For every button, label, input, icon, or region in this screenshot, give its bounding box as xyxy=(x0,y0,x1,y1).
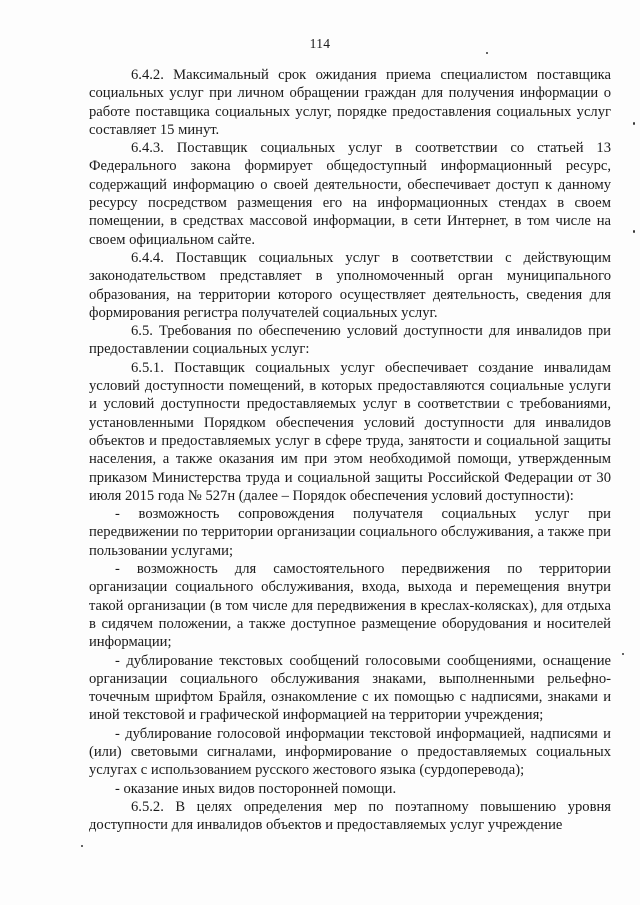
scan-speck xyxy=(81,845,83,847)
document-body xyxy=(89,66,611,834)
list-item-voice-duplication: - дублирование голосовой информации текстовой информацией, надписями и (или) световыми сигналами, информирование о предоставляемых социальных услугах с использованием русского жестового языка (сурдоперевода); xyxy=(89,725,611,779)
paragraph-6-4-3: 6.4.3. Поставщик социальных услуг в соответствии со статьей 13 Федерального закона формирует общедоступный информационный ресурс, содержащий информацию о своей деятельности, обеспечивает доступ к данному ресурсу посредством размещения его на информационных стендах в своем помещении, в средствах массовой информации, в сети Интернет, в том числе на своем официальном сайте. xyxy=(89,140,611,248)
paragraph-6-5-2: 6.5.2. В целях определения мер по поэтапному повышению уровня доступности для инвалидов объектов и предоставляемых услуг учреждение xyxy=(89,798,611,834)
list-item-escort: - возможность сопровождения получателя социальных услуг при передвижении по территории организации социального обслуживания, а также при пользовании услугами; xyxy=(89,506,611,559)
paragraph-6-5: 6.5. Требования по обеспечению условий доступности для инвалидов при предоставлении социальных услуг: xyxy=(89,323,611,358)
list-item-other-assistance: - оказание иных видов посторонней помощи. xyxy=(115,780,397,797)
list-item-text-duplication: - дублирование текстовых сообщений голосовыми сообщениями, оснащение организации социального обслуживания знаками, выполненными рельефно-точечным шрифтом Брайля, ознакомление с их помощью с надписями, знаками и иной текстовой и графической информацией на территории учреждения; xyxy=(89,652,611,724)
list-item-self-movement: - возможность для самостоятельного передвижения по территории организации социального обслуживания, входа, выхода и перемещения внутри такой организации (в том числе для передвижения в креслах-колясках), для отдыха в сидячем положении, а также доступное размещение оборудования и носителей информации; xyxy=(89,561,611,651)
paragraph-6-4-4: 6.4.4. Поставщик социальных услуг в соответствии с действующим законодательством представляет в уполномоченный орган муниципального образования, на территории которого осуществляет деятельность, сведения для формирования регистра получателей социальных услуг. xyxy=(89,249,611,321)
scan-speck xyxy=(486,52,488,54)
scan-speck xyxy=(622,653,624,655)
paragraph-6-4-2: 6.4.2. Максимальный срок ожидания приема специалистом поставщика социальных услуг при личном обращении граждан для получения информации о работе поставщика социальных услуг, порядке предоставления социальных услуг составляет 15 минут. xyxy=(89,67,611,138)
paragraph-6-5-1: 6.5.1. Поставщик социальных услуг обеспечивает создание инвалидам условий доступности помещений, в которых предоставляются социальные услуги и условий доступности предоставляемых услуг в соответствии с требованиями, установленными Порядком обеспечения условий доступности для инвалидов объектов и предоставляемых услуг в сфере труда, занятости и социальной защиты населения, а также оказания им при этом необходимой помощи, утвержденным приказом Министерства труда и социальной защиты Российской Федерации от 30 июля 2015 года № 527н (далее – Порядок обеспечения условий доступности): xyxy=(89,359,611,504)
scan-speck xyxy=(633,230,635,233)
page-number: 114 xyxy=(309,36,331,51)
scan-speck xyxy=(633,122,635,125)
